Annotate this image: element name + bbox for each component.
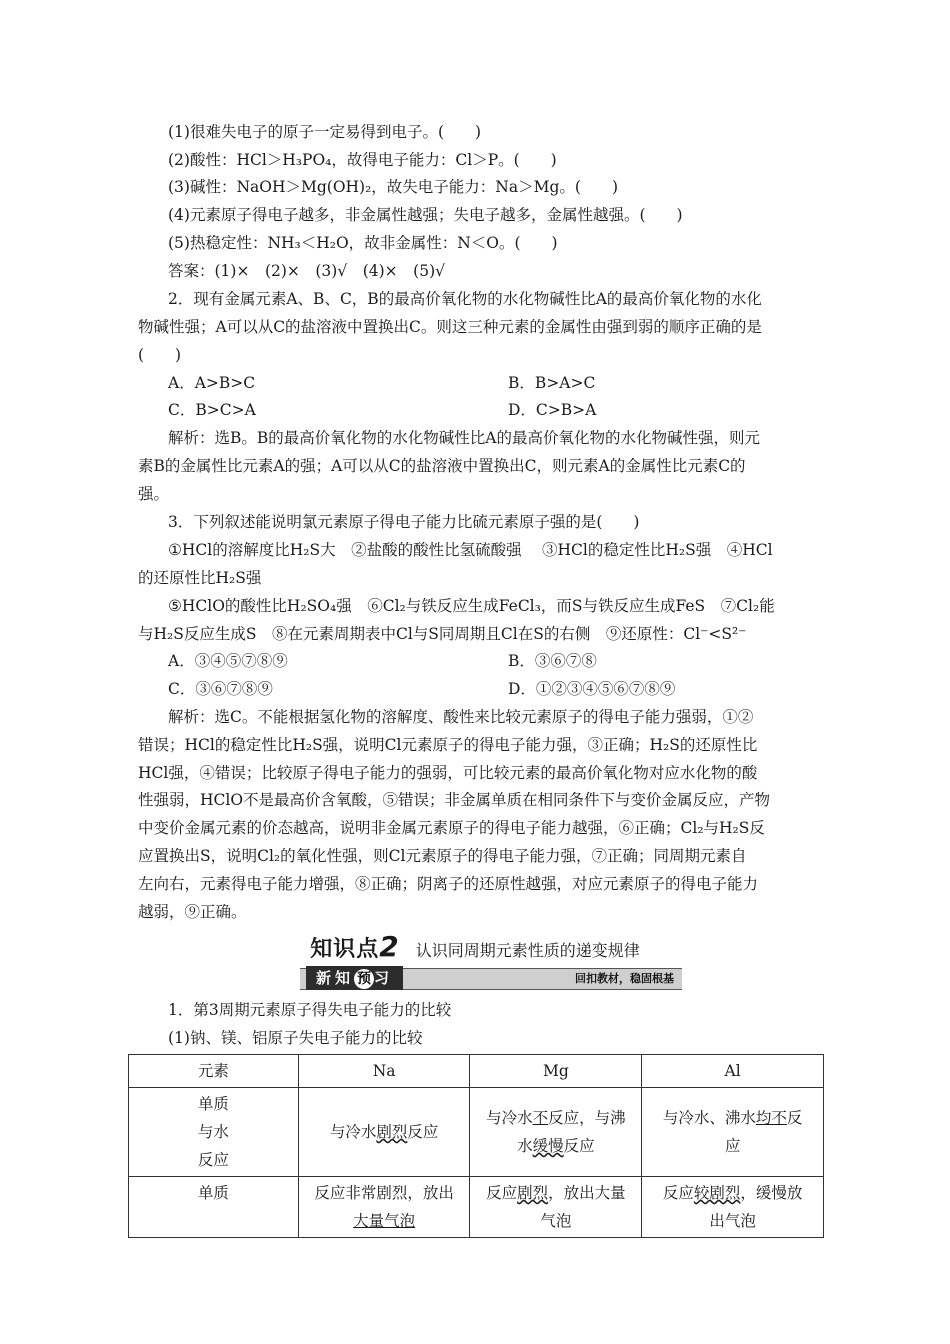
q3-analysis-6: 应置换出S，说明Cl₂的氧化性强，则Cl元素原子的得电子能力强，⑦正确；同周期元素自: [138, 847, 747, 865]
table-header-cell: 元素: [129, 1055, 299, 1088]
table-cell: 与冷水、沸水均不反 应: [642, 1088, 824, 1177]
table-row: [129, 1088, 824, 1177]
q2-option-b: B．B>A>C: [508, 374, 596, 392]
q2-stem-2: 物碱性强；A可以从C的盐溶液中置换出C。则这三种元素的金属性由强到弱的顺序正确的是: [138, 318, 762, 336]
q3-stem-2: ①HCl的溶解度比H₂S大 ②盐酸的酸性比氢硫酸强 ③HCl的稳定性比H₂S强 ④HCl: [168, 541, 773, 559]
q3-option-b: B．③⑥⑦⑧: [508, 652, 597, 670]
comparison-table: [128, 1054, 824, 1238]
body-line-1: 1．第3周期元素原子得失电子能力的比较: [168, 1001, 452, 1019]
table-header-row: [129, 1055, 824, 1088]
q3-stem-5: 与H₂S反应生成S ⑧在元素周期表中Cl与S同周期且Cl在S的右侧 ⑨还原性：Cl⁻<S²⁻: [138, 625, 747, 643]
q3-analysis-2: 错误；HCl的稳定性比H₂S强，说明Cl元素原子的得电子能力强，③正确；H₂S的还原性比: [138, 736, 758, 754]
q1-item-4: (4)元素原子得电子越多，非金属性越强；失电子越多，金属性越强。( ): [168, 206, 683, 224]
banner-slogan: 回扣教材，稳固根基: [575, 972, 674, 985]
q3-stem-3: 的还原性比H₂S强: [138, 569, 262, 587]
q3-analysis-1: 解析：选C。不能根据氢化物的溶解度、酸性来比较元素原子的得电子能力强弱，①②: [168, 708, 754, 726]
q2-option-a: A．A>B>C: [168, 374, 256, 392]
q3-analysis-7: 左向右，元素得电子能力增强，⑧正确；阴离子的还原性越强，对应元素原子的得电子能力: [138, 875, 759, 893]
body-line-2: (1)钠、镁、铝原子失电子能力的比较: [168, 1029, 423, 1047]
banner-label: 新知 预 习: [306, 966, 403, 990]
q3-option-a: A．③④⑤⑦⑧⑨: [168, 652, 288, 670]
table-cell: 反应较剧烈，缓慢放 出气泡: [642, 1177, 824, 1238]
q3-analysis-5: 中变价金属元素的价态越高，说明非金属元素原子的得电子能力越强，⑥正确；Cl₂与H₂S反: [138, 819, 765, 837]
row-label-cell: 单质: [129, 1177, 299, 1238]
q2-analysis-1: 解析：选B。B的最高价氧化物的水化物碱性比A的最高价氧化物的水化物碱性强，则元: [168, 429, 760, 447]
section-subtitle: 认识同周期元素性质的递变规律: [415, 941, 640, 960]
knowledge-point-label: 知识点2: [310, 930, 400, 963]
q3-option-c: C．③⑥⑦⑧⑨: [168, 680, 273, 698]
q3-analysis-4: 性强弱，HClO不是最高价含氧酸，⑤错误；非金属单质在相同条件下与变价金属反应，产物: [138, 791, 771, 809]
q1-item-3: (3)碱性：NaOH＞Mg(OH)₂，故失电子能力：Na＞Mg。( ): [168, 178, 619, 196]
table-cell: 与冷水剧烈反应: [298, 1088, 470, 1177]
section-heading: [0, 930, 950, 962]
q2-analysis-3: 强。: [138, 485, 170, 503]
table-cell: 反应非常剧烈，放出 大量气泡: [298, 1177, 470, 1238]
table-header-cell: Mg: [470, 1055, 642, 1088]
table-row: [129, 1177, 824, 1238]
q3-analysis-8: 越弱，⑨正确。: [138, 903, 247, 921]
table-cell: 反应剧烈，放出大量 气泡: [470, 1177, 642, 1238]
q1-item-5: (5)热稳定性：NH₃＜H₂O，故非金属性：N＜O。( ): [168, 234, 558, 252]
table-header-cell: Al: [642, 1055, 824, 1088]
preview-banner: [300, 968, 682, 990]
q3-option-d: D．①②③④⑤⑥⑦⑧⑨: [508, 680, 676, 698]
row-label-cell: 单质 与水 反应: [129, 1088, 299, 1177]
banner-highlight-char: 预: [354, 969, 374, 989]
q3-analysis-3: HCl强，④错误；比较原子得电子能力的强弱，可比较元素的最高价氧化物对应水化物的酸: [138, 764, 758, 782]
q3-stem-4: ⑤HClO的酸性比H₂SO₄强 ⑥Cl₂与铁反应生成FeCl₃，而S与铁反应生成FeS ⑦Cl₂能: [168, 597, 775, 615]
table-cell: 与冷水不反应，与沸 水缓慢反应: [470, 1088, 642, 1177]
q2-option-c: C．B>C>A: [168, 401, 256, 419]
q2-analysis-2: 素B的金属性比元素A的强；A可以从C的盐溶液中置换出C，则元素A的金属性比元素C的: [138, 457, 746, 475]
q1-answer: 答案：(1)× (2)× (3)√ (4)× (5)√: [168, 262, 445, 280]
q3-stem-1: 3．下列叙述能说明氯元素原子得电子能力比硫元素原子强的是( ): [168, 513, 640, 531]
q2-stem-3: ( ): [138, 346, 182, 364]
q2-stem-1: 2．现有金属元素A、B、C，B的最高价氧化物的水化物碱性比A的最高价氧化物的水化: [168, 290, 762, 308]
q2-option-d: D．C>B>A: [508, 401, 597, 419]
knowledge-point-number: 2: [379, 930, 400, 963]
q1-item-2: (2)酸性：HCl＞H₃PO₄，故得电子能力：Cl＞P。( ): [168, 151, 557, 169]
table-header-cell: Na: [298, 1055, 470, 1088]
q1-item-1: (1)很难失电子的原子一定易得到电子。( ): [168, 123, 482, 141]
